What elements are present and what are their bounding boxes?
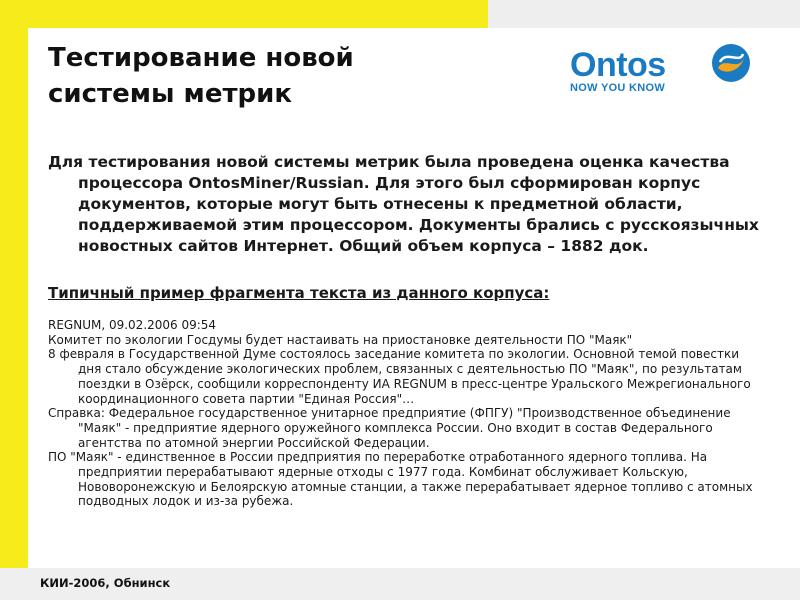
logo-wordmark: Ontos <box>570 46 666 84</box>
ontos-logo <box>570 42 770 102</box>
left-yellow-band <box>0 28 28 568</box>
intro-paragraph: Для тестирования новой системы метрик была проведена оценка качества процессора OntosMiner/Russian. Для этого был сформирован корпус документов, которые могут быть отнесены к предметной области, поддерживаемой этим процессором. Документы брались с русскоязычных новостных сайтов Интернет. Общий объем корпуса – 1882 док. <box>48 153 759 255</box>
slide-title <box>48 40 468 112</box>
top-yellow-band <box>0 0 488 28</box>
excerpt-dateline: REGNUM, 09.02.2006 09:54 <box>48 318 217 332</box>
ontos-swirl-icon <box>710 42 752 84</box>
excerpt-paragraph: 8 февраля в Государственной Думе состоялось заседание комитета по экологии. Основной темой повестки дня стало обсуждение экологических проблем, связанных с деятельностью ПО "Маяк", по результатам поездки в Озёрск, сообщили корреспонденту ИА REGNUM в пресс-центре Уральского Межрегионального координационного совета партии "Единая Россия"… <box>48 347 751 406</box>
excerpt-paragraph: ПО "Маяк" - единственное в России предприятия по переработке отработанного ядерного топлива. На предприятии перерабатывают ядерные отходы с 1977 года. Комбинат обслуживает Кольскую, Нововоронежскую и Белоярскую атомные станции, а также перерабатывает ядерное топливо с атомных подводных лодок и из-за рубежа. <box>48 450 753 509</box>
top-grey-strip <box>488 0 800 28</box>
excerpt-headline: Комитет по экологии Госдумы будет настаивать на приостановке деятельности ПО "Маяк" <box>48 332 633 347</box>
logo-tagline: NOW YOU KNOW <box>570 82 666 94</box>
footer-label: КИИ-2006, Обнинск <box>40 576 171 590</box>
example-heading: Типичный пример фрагмента текста из данного корпуса: <box>48 284 550 302</box>
excerpt-paragraph: Справка: Федеральное государственное унитарное предприятие (ФПГУ) "Производственное объединение "Маяк" - предприятие ядерного оружейного комплекса России. Оно входит в состав Федерального агентства по атомной энергии Российской Федерации. <box>48 406 731 450</box>
corpus-excerpt <box>48 318 760 509</box>
title-line-1: Тестирование новой <box>48 43 354 73</box>
title-line-2: системы метрик <box>48 79 292 109</box>
